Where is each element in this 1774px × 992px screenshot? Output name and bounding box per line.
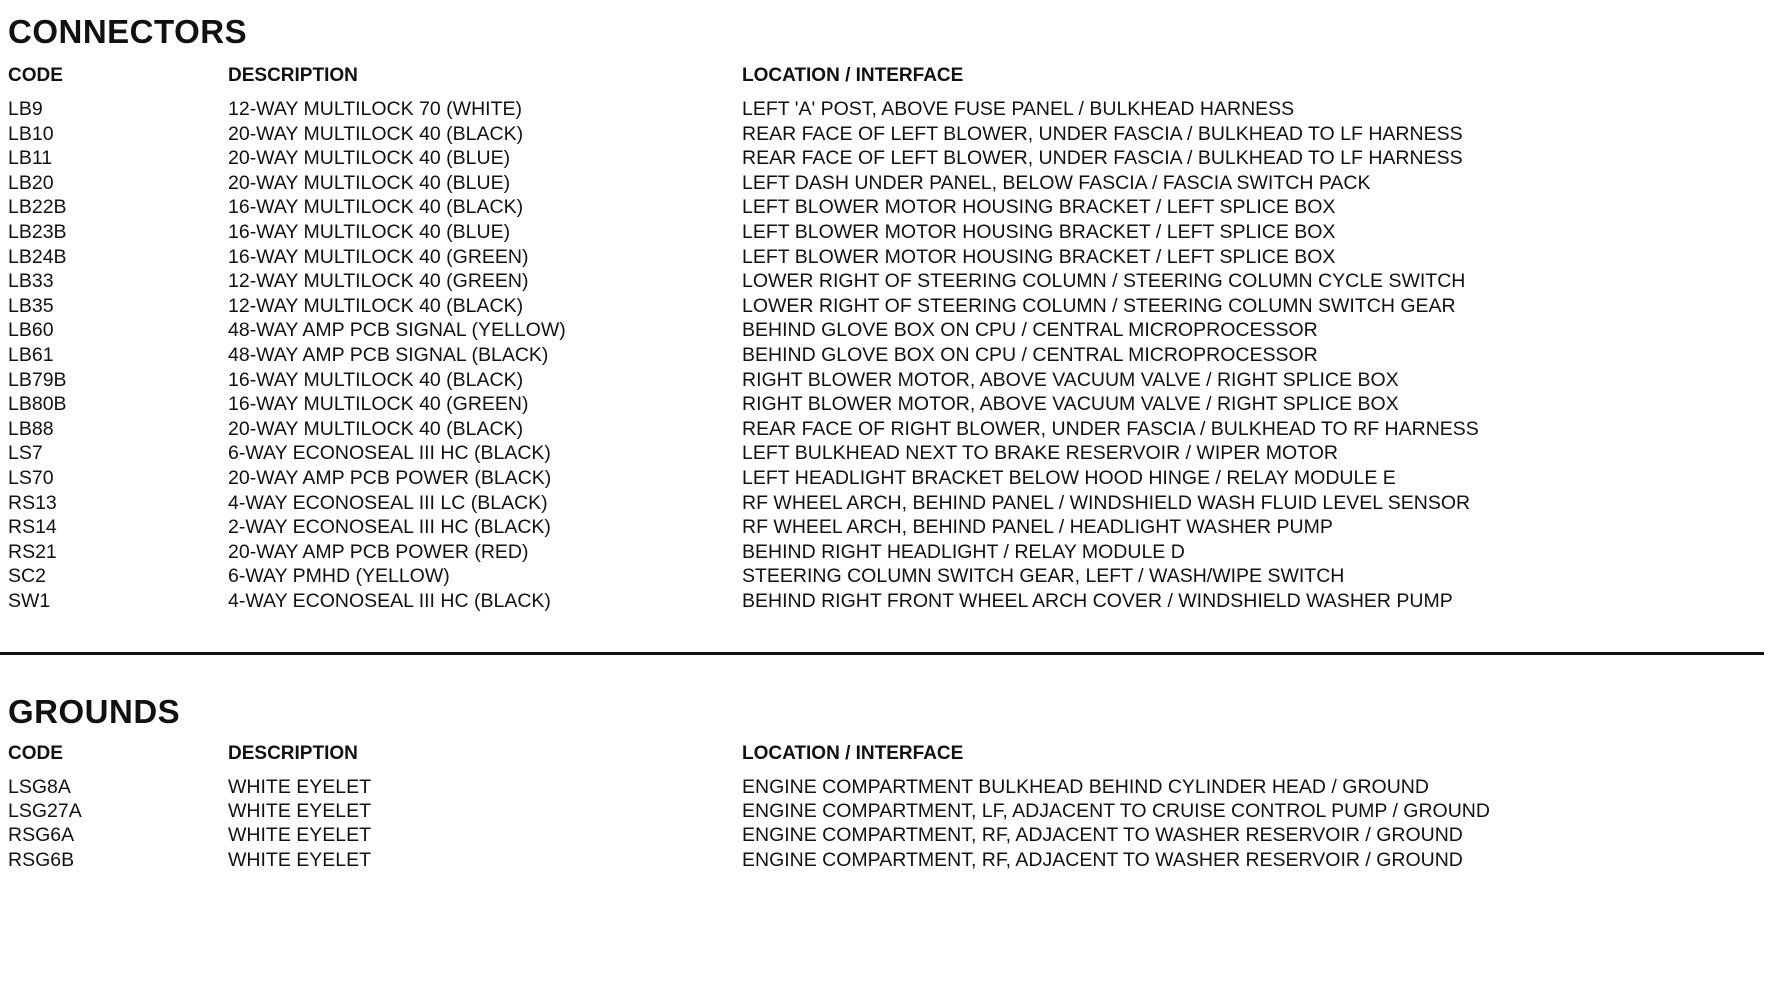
row-location: STEERING COLUMN SWITCH GEAR, LEFT / WASH/WIPE SWITCH: [742, 565, 1345, 588]
row-location: RIGHT BLOWER MOTOR, ABOVE VACUUM VALVE / RIGHT SPLICE BOX: [742, 368, 1399, 391]
row-code: RS13: [8, 491, 57, 514]
table-row: [0, 343, 1774, 368]
table-row: [0, 220, 1774, 245]
row-code: LS70: [8, 467, 54, 489]
row-code: SC2: [8, 565, 46, 588]
table-row: [0, 466, 1774, 491]
row-description: WHITE EYELET: [228, 848, 372, 871]
row-description: 20-WAY MULTILOCK 40 (BLACK): [228, 122, 524, 145]
table-row: [0, 318, 1774, 343]
table-row: [0, 195, 1774, 220]
grounds-header-row: [0, 742, 1774, 767]
row-location: BEHIND GLOVE BOX ON CPU / CENTRAL MICROPROCESSOR: [742, 344, 1318, 366]
row-description: 48-WAY AMP PCB SIGNAL (YELLOW): [228, 319, 566, 342]
row-description: 20-WAY MULTILOCK 40 (BLUE): [228, 171, 511, 194]
row-location: ENGINE COMPARTMENT, RF, ADJACENT TO WASHER RESERVOIR / GROUND: [742, 824, 1463, 847]
row-code: LS7: [8, 442, 43, 465]
row-code: LB9: [8, 98, 43, 120]
row-description: 16-WAY MULTILOCK 40 (GREEN): [228, 393, 529, 416]
section-divider: [0, 652, 1764, 655]
row-description: WHITE EYELET: [228, 776, 372, 798]
row-location: LOWER RIGHT OF STEERING COLUMN / STEERING COLUMN CYCLE SWITCH: [742, 270, 1466, 293]
row-location: ENGINE COMPARTMENT, LF, ADJACENT TO CRUISE CONTROL PUMP / GROUND: [742, 800, 1490, 823]
row-location: REAR FACE OF LEFT BLOWER, UNDER FASCIA / BULKHEAD TO LF HARNESS: [742, 122, 1463, 145]
table-row: [0, 848, 1774, 873]
table-row: [0, 515, 1774, 540]
row-location: BEHIND RIGHT FRONT WHEEL ARCH COVER / WINDSHIELD WASHER PUMP: [742, 590, 1453, 612]
row-code: SW1: [8, 590, 51, 612]
table-row: [0, 294, 1774, 319]
row-code: RS21: [8, 540, 57, 563]
table-row: [0, 97, 1774, 122]
row-location: RIGHT BLOWER MOTOR, ABOVE VACUUM VALVE / RIGHT SPLICE BOX: [742, 393, 1399, 416]
table-row: [0, 417, 1774, 442]
table-row: [0, 122, 1774, 147]
row-location: REAR FACE OF LEFT BLOWER, UNDER FASCIA / BULKHEAD TO LF HARNESS: [742, 147, 1463, 170]
row-location: ENGINE COMPARTMENT, RF, ADJACENT TO WASHER RESERVOIR / GROUND: [742, 848, 1463, 871]
row-code: LSG27A: [8, 800, 82, 823]
row-description: 12-WAY MULTILOCK 70 (WHITE): [228, 98, 522, 120]
row-location: LEFT HEADLIGHT BRACKET BELOW HOOD HINGE / RELAY MODULE E: [742, 467, 1396, 489]
row-description: 16-WAY MULTILOCK 40 (BLACK): [228, 368, 524, 391]
row-code: LB60: [8, 319, 54, 342]
row-location: LEFT BLOWER MOTOR HOUSING BRACKET / LEFT SPLICE BOX: [742, 221, 1336, 243]
row-code: LB33: [8, 270, 54, 293]
table-row: [0, 171, 1774, 196]
row-code: LB88: [8, 417, 54, 440]
row-code: LB35: [8, 294, 54, 317]
row-location: ENGINE COMPARTMENT BULKHEAD BEHIND CYLINDER HEAD / GROUND: [742, 776, 1429, 798]
row-location: BEHIND GLOVE BOX ON CPU / CENTRAL MICROPROCESSOR: [742, 319, 1318, 342]
row-description: 12-WAY MULTILOCK 40 (BLACK): [228, 294, 524, 317]
column-header-code: CODE: [8, 743, 63, 764]
row-code: RS14: [8, 516, 57, 539]
row-location: LEFT DASH UNDER PANEL, BELOW FASCIA / FASCIA SWITCH PACK: [742, 171, 1371, 194]
row-location: RF WHEEL ARCH, BEHIND PANEL / HEADLIGHT WASHER PUMP: [742, 516, 1333, 539]
row-location: LOWER RIGHT OF STEERING COLUMN / STEERING COLUMN SWITCH GEAR: [742, 294, 1456, 317]
row-description: 16-WAY MULTILOCK 40 (BLACK): [228, 196, 524, 219]
row-location: RF WHEEL ARCH, BEHIND PANEL / WINDSHIELD WASH FLUID LEVEL SENSOR: [742, 491, 1471, 514]
table-row: [0, 245, 1774, 270]
row-location: LEFT BLOWER MOTOR HOUSING BRACKET / LEFT SPLICE BOX: [742, 245, 1336, 268]
row-description: 4-WAY ECONOSEAL III LC (BLACK): [228, 491, 548, 514]
table-row: [0, 775, 1774, 800]
row-description: 6-WAY PMHD (YELLOW): [228, 565, 450, 588]
table-row: [0, 368, 1774, 393]
column-header-code: CODE: [8, 65, 63, 86]
row-description: 12-WAY MULTILOCK 40 (GREEN): [228, 270, 529, 293]
row-description: WHITE EYELET: [228, 800, 372, 823]
row-code: LB80B: [8, 393, 67, 416]
table-row: [0, 564, 1774, 589]
row-location: LEFT 'A' POST, ABOVE FUSE PANEL / BULKHEAD HARNESS: [742, 98, 1295, 120]
table-row: [0, 269, 1774, 294]
row-description: 2-WAY ECONOSEAL III HC (BLACK): [228, 516, 551, 539]
connectors-section-title: CONNECTORS: [8, 13, 248, 50]
row-code: LB79B: [8, 368, 67, 391]
table-row: [0, 491, 1774, 516]
row-description: 48-WAY AMP PCB SIGNAL (BLACK): [228, 344, 549, 366]
row-location: LEFT BLOWER MOTOR HOUSING BRACKET / LEFT SPLICE BOX: [742, 196, 1336, 219]
row-location: LEFT BULKHEAD NEXT TO BRAKE RESERVOIR / WIPER MOTOR: [742, 442, 1338, 465]
connectors-header-row: [0, 64, 1774, 89]
row-location: BEHIND RIGHT HEADLIGHT / RELAY MODULE D: [742, 540, 1185, 563]
row-description: 20-WAY MULTILOCK 40 (BLACK): [228, 417, 524, 440]
column-header-location: LOCATION / INTERFACE: [742, 65, 964, 86]
column-header-location: LOCATION / INTERFACE: [742, 743, 964, 764]
row-code: LB10: [8, 122, 54, 145]
table-row: [0, 823, 1774, 848]
row-description: 16-WAY MULTILOCK 40 (BLUE): [228, 221, 511, 243]
row-description: 16-WAY MULTILOCK 40 (GREEN): [228, 245, 529, 268]
row-description: 4-WAY ECONOSEAL III HC (BLACK): [228, 590, 551, 612]
column-header-description: DESCRIPTION: [228, 65, 358, 86]
table-row: [0, 540, 1774, 565]
table-row: [0, 392, 1774, 417]
row-code: LSG8A: [8, 776, 71, 798]
table-row: [0, 589, 1774, 614]
row-description: 6-WAY ECONOSEAL III HC (BLACK): [228, 442, 551, 465]
row-code: LB22B: [8, 196, 67, 219]
row-description: 20-WAY AMP PCB POWER (BLACK): [228, 467, 552, 489]
table-row: [0, 441, 1774, 466]
row-description: 20-WAY MULTILOCK 40 (BLUE): [228, 147, 511, 170]
row-description: WHITE EYELET: [228, 824, 372, 847]
row-code: LB20: [8, 171, 54, 194]
row-description: 20-WAY AMP PCB POWER (RED): [228, 540, 529, 563]
row-code: LB61: [8, 344, 54, 366]
row-code: LB11: [8, 147, 53, 170]
table-row: [0, 799, 1774, 824]
table-row: [0, 146, 1774, 171]
row-code: LB23B: [8, 221, 67, 243]
row-code: LB24B: [8, 245, 67, 268]
row-location: REAR FACE OF RIGHT BLOWER, UNDER FASCIA / BULKHEAD TO RF HARNESS: [742, 417, 1479, 440]
grounds-section-title: GROUNDS: [8, 693, 181, 730]
column-header-description: DESCRIPTION: [228, 743, 358, 764]
row-code: RSG6B: [8, 848, 75, 871]
row-code: RSG6A: [8, 824, 75, 847]
